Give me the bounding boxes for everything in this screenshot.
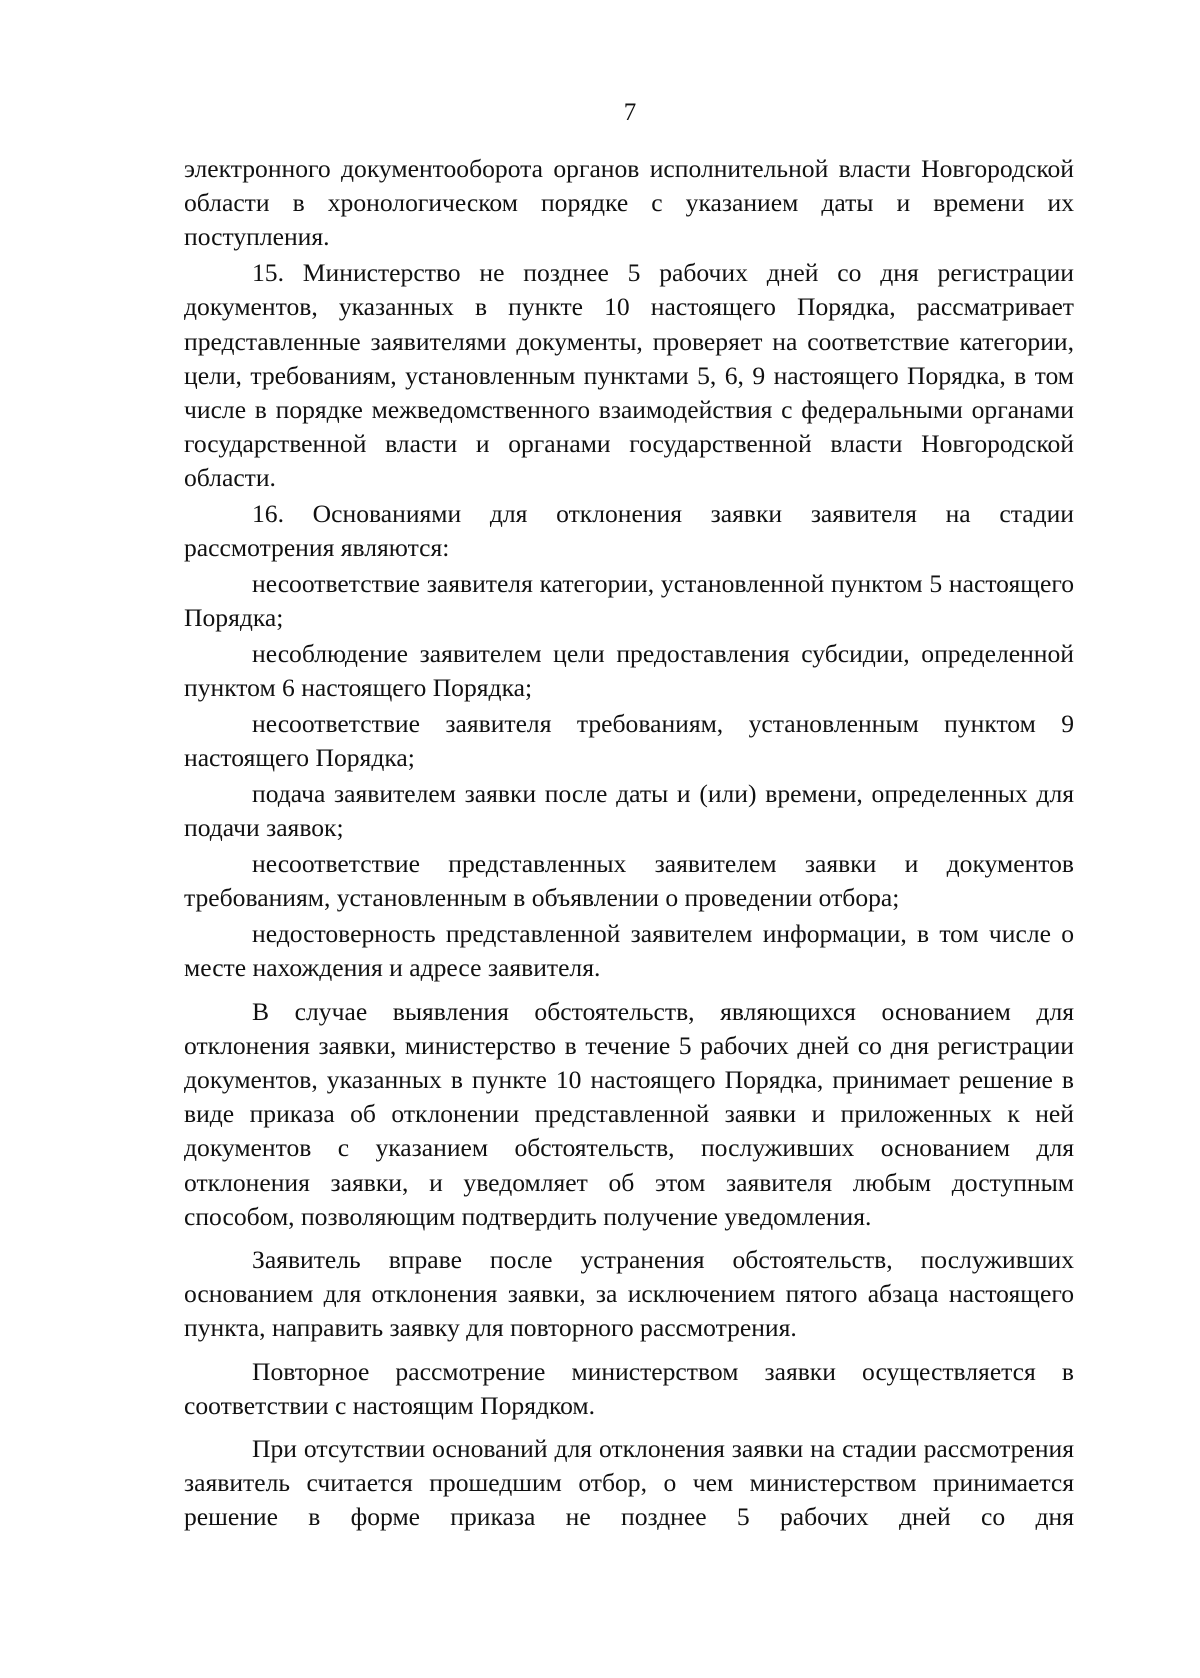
paragraph-repeat-review: Повторное рассмотрение министерством заявки осуществляется в соответствии с настоящим Порядком. (184, 1356, 1074, 1420)
paragraph-reason-category: несоответствие заявителя категории, установленной пунктом 5 настоящего Порядка; (184, 569, 1074, 633)
paragraph-reason-requirements: несоответствие заявителя требованиям, установленным пунктом 9 настоящего Порядка; (184, 709, 1074, 773)
paragraph-reason-purpose: несоблюдение заявителем цели предоставления субсидии, определенной пунктом 6 настоящего Порядка; (184, 639, 1074, 703)
paragraph-selection-passed: При отсутствии оснований для отклонения заявки на стадии рассмотрения заявитель считается прошедшим отбор, о чем министерством принимается решение в форме приказа не позднее 5 рабочих дней со дня (184, 1434, 1074, 1532)
paragraph-reason-late-submission: подача заявителем заявки после даты и (или) времени, определенных для подачи заявок; (184, 779, 1074, 843)
page-number: 7 (623, 99, 637, 126)
paragraph-reason-unreliable-info: недостоверность представленной заявителем информации, в том числе о месте нахождения и адресе заявителя. (184, 919, 1074, 983)
paragraph-item-16: 16. Основаниями для отклонения заявки заявителя на стадии рассмотрения являются: (184, 499, 1074, 563)
paragraph-continuation: электронного документооборота органов исполнительной власти Новгородской области в хронологическом порядке с указанием даты и времени их поступления. (184, 154, 1074, 252)
paragraph-reason-document-mismatch: несоответствие представленных заявителем заявки и документов требованиям, установленным в объявлении о проведении отбора; (184, 849, 1074, 913)
document-body (184, 152, 1074, 1536)
paragraph-rejection-decision: В случае выявления обстоятельств, являющихся основанием для отклонения заявки, министерство в течение 5 рабочих дней со дня регистрации документов, указанных в пункте 10 настоящего Порядка, принимает решение в виде приказа об отклонении представленной заявки и приложенных к ней документов с указанием обстоятельств, послуживших основанием для отклонения заявки, и уведомляет об этом заявителя любым доступным способом, позволяющим подтвердить получение уведомления. (184, 996, 1074, 1231)
paragraph-resubmission-right: Заявитель вправе после устранения обстоятельств, послуживших основанием для отклонения заявки, за исключением пятого абзаца настоящего пункта, направить заявку для повторного рассмотрения. (184, 1245, 1074, 1343)
paragraph-item-15: 15. Министерство не позднее 5 рабочих дней со дня регистрации документов, указанных в пункте 10 настоящего Порядка, рассматривает представленные заявителями документы, проверяет на соответствие категории, цели, требованиям, установленным пунктами 5, 6, 9 настоящего Порядка, в том числе в порядке межведомственного взаимодействия с федеральными органами государственной власти и органами государственной власти Новгородской области. (184, 258, 1074, 493)
